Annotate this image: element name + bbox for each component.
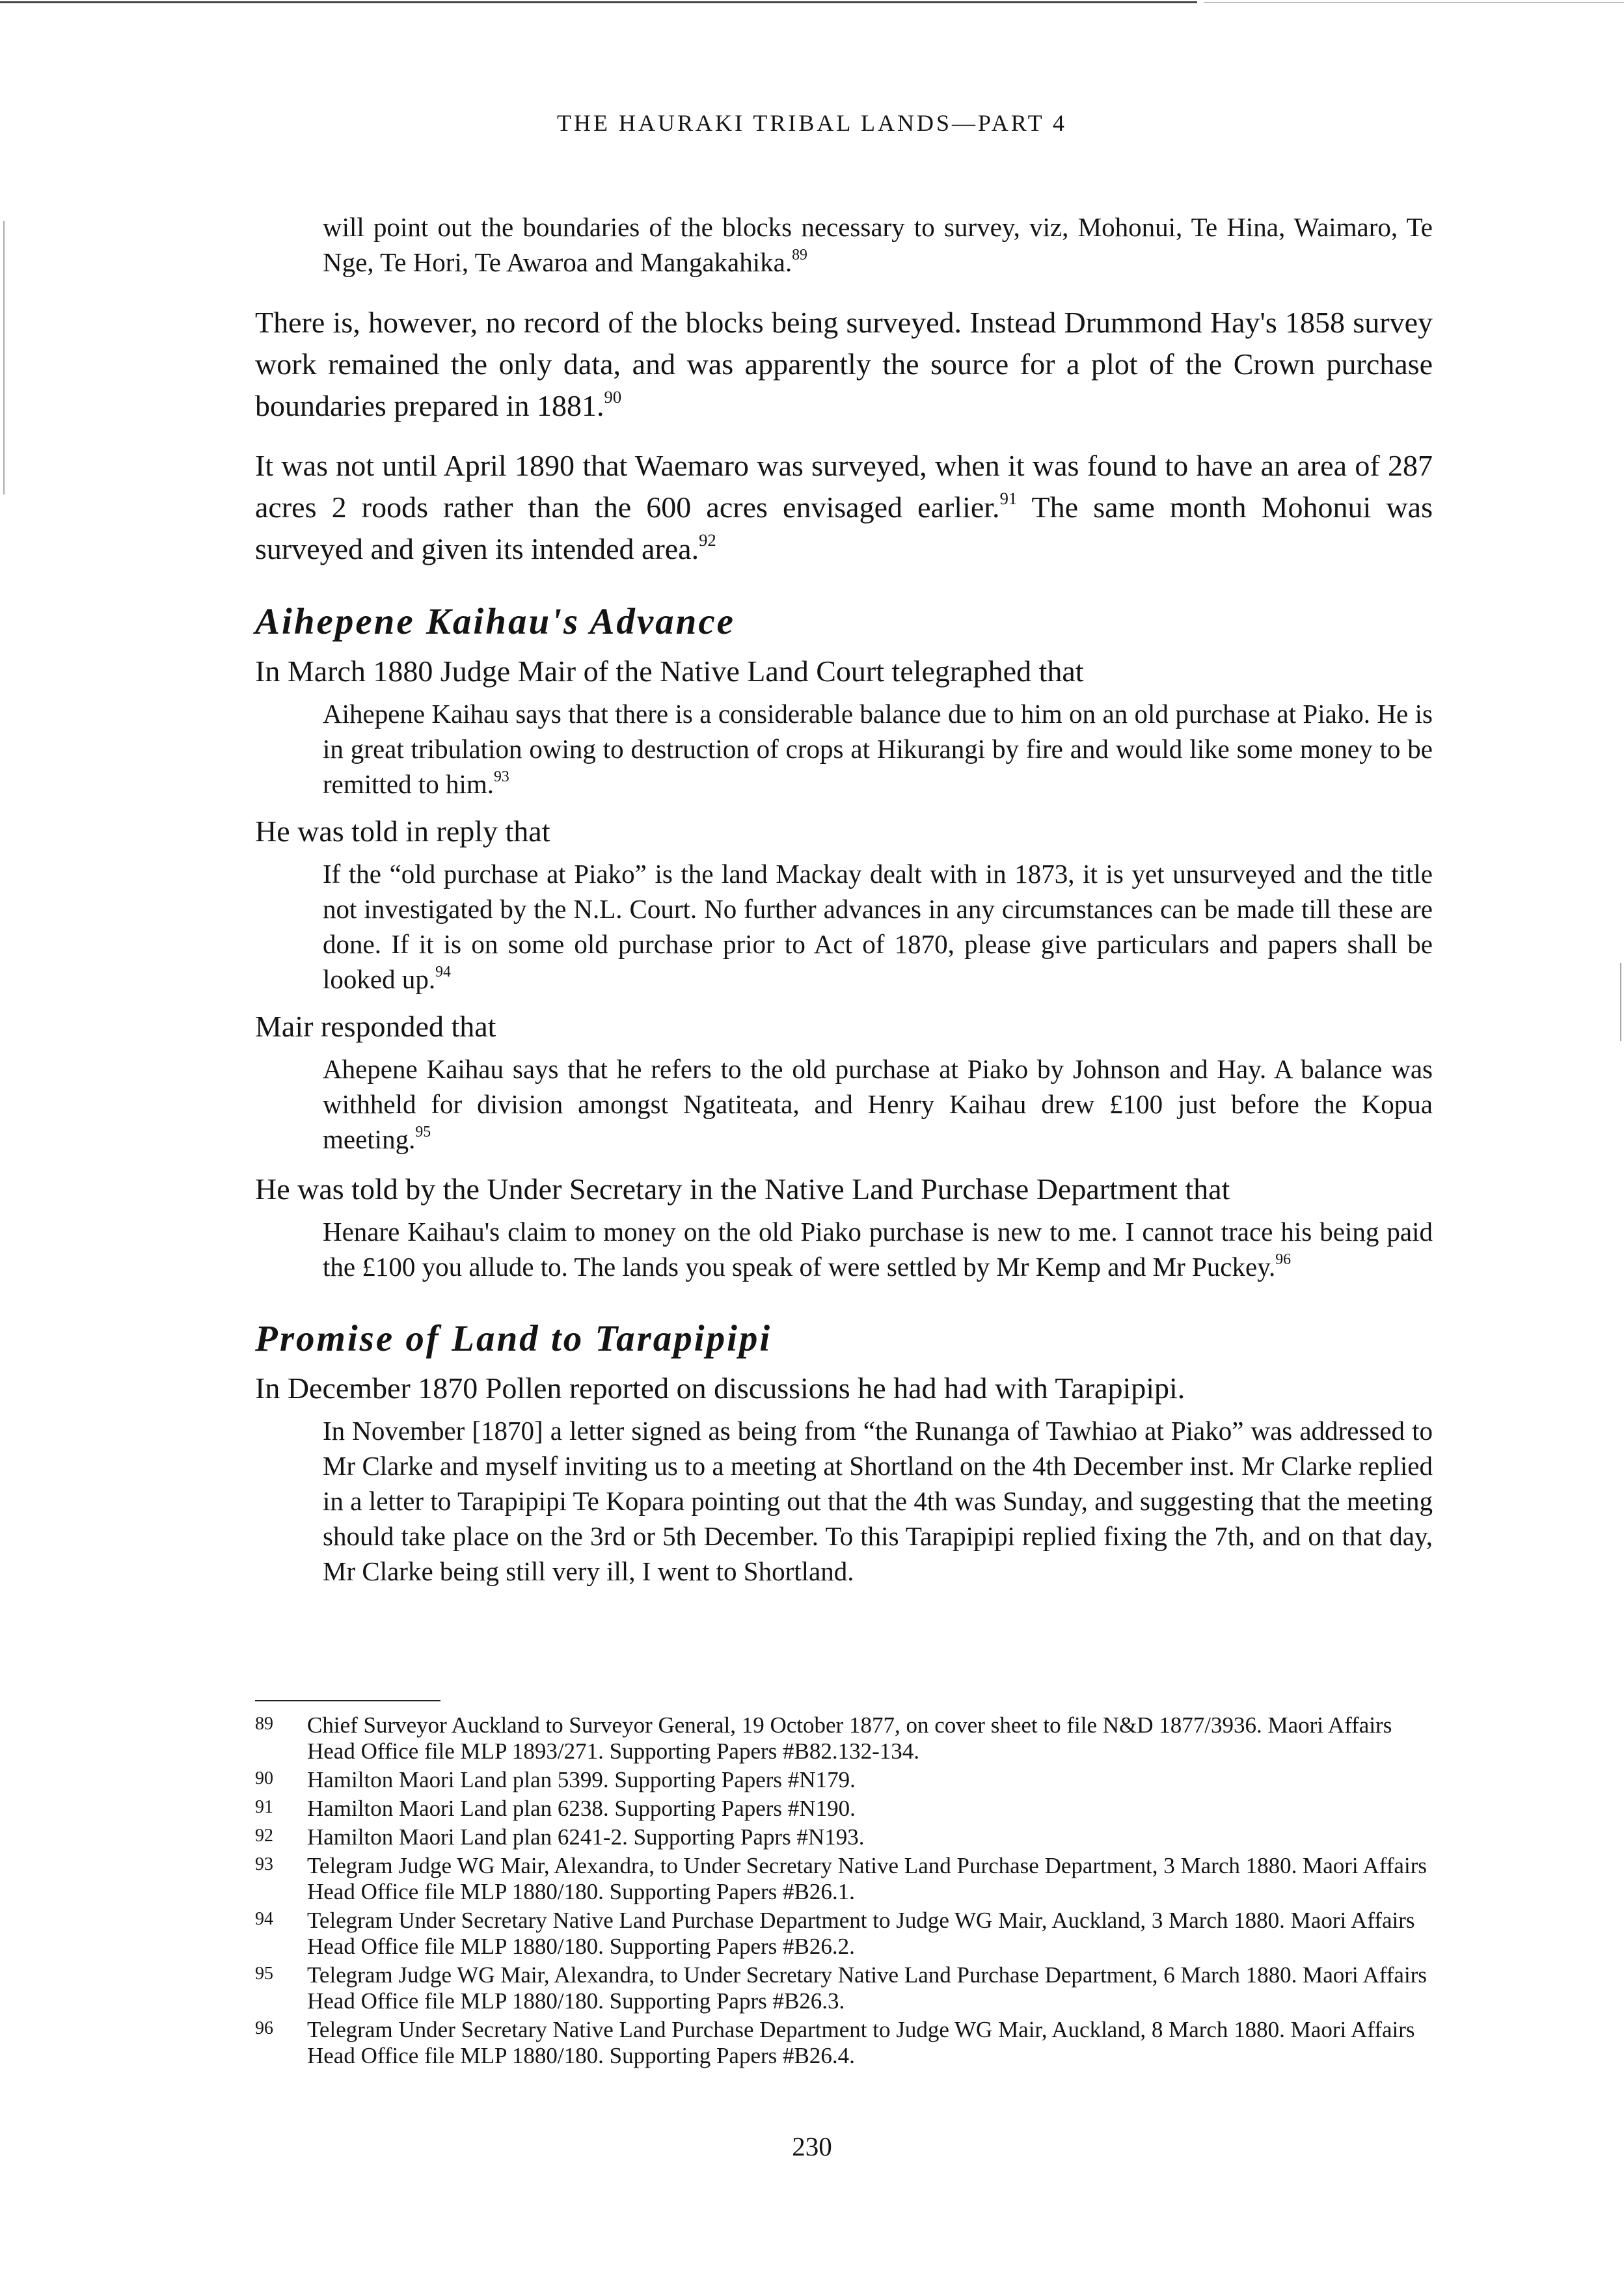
quote-text: Ahepene Kaihau says that he refers to the old purchase at Piako by Johnson and Hay. A balance was withheld for division amongst Ngatiteata, and Henry Kaihau drew £100 just before the Kopua meeting. [323, 1054, 1433, 1154]
footnote-number: 94 [255, 1909, 273, 1929]
footnote-item [255, 1962, 1433, 2014]
paragraph-text: The same month Mohonui was surveyed and given its intended area. [255, 491, 1433, 565]
footnote-text: Telegram Judge WG Mair, Alexandra, to Under Secretary Native Land Purchase Department, 6 March 1880. Maori Affairs Head Office file MLP 1880/180. Supporting Paprs #B26.3. [307, 1962, 1427, 2014]
quote-text: Henare Kaihau's claim to money on the old Piako purchase is new to me. I cannot trace his being paid the £100 you allude to. The lands you speak of were settled by Mr Kemp and Mr Puckey. [323, 1217, 1433, 1282]
quote-text: will point out the boundaries of the blocks necessary to survey, viz, Mohonui, Te Hina, Waimaro, Te Nge, Te Hori, Te Awaroa and Mangakahika. [323, 212, 1433, 277]
paragraph-text: There is, however, no record of the blocks being surveyed. Instead Drummond Hay's 1858 survey work remained the only data, and was apparently the source for a plot of the Crown purchase boundaries prepared in 1881. [255, 306, 1433, 422]
footnote-text: Telegram Under Secretary Native Land Purchase Department to Judge WG Mair, Auckland, 8 March 1880. Maori Affairs Head Office file MLP 1880/180. Supporting Papers #B26.4. [307, 2017, 1415, 2068]
quote-text: If the “old purchase at Piako” is the land Mackay dealt with in 1873, it is yet unsurveyed and the title not investigated by the N.L. Court. No further advances in any circumstances can be made till these are done. If it is on some old purchase prior to Act of 1870, please give particulars and papers shall be looked up. [323, 859, 1433, 994]
scan-edge-mark [3, 221, 5, 494]
block-quote-under-secretary [323, 1214, 1433, 1284]
intro-line: He was told by the Under Secretary in the Native Land Purchase Department that [255, 1172, 1230, 1206]
block-quote-reply [323, 856, 1433, 997]
footnote-ref[interactable]: 92 [699, 530, 716, 550]
footnote-text: Telegram Under Secretary Native Land Purchase Department to Judge WG Mair, Auckland, 3 March 1880. Maori Affairs Head Office file MLP 1880/180. Supporting Papers #B26.2. [307, 1908, 1415, 1959]
footnote-number: 89 [255, 1714, 273, 1734]
footnote-ref[interactable]: 94 [435, 963, 451, 980]
footnote-ref[interactable]: 96 [1275, 1250, 1292, 1268]
footnote-item [255, 1908, 1433, 1960]
footnote-item [255, 1767, 1433, 1793]
footnote-ref[interactable]: 93 [494, 768, 509, 785]
footnote-text: Hamilton Maori Land plan 5399. Supporting Papers #N179. [307, 1767, 856, 1792]
section-heading-promise: Promise of Land to Tarapipipi [255, 1318, 772, 1359]
footnote-text: Telegram Judge WG Mair, Alexandra, to Under Secretary Native Land Purchase Department, 3 March 1880. Maori Affairs Head Office file MLP 1880/180. Supporting Papers #B26.1. [307, 1853, 1427, 1904]
top-rule-faint [1204, 2, 1624, 3]
paragraph-no-survey-record [255, 302, 1433, 427]
top-rule [0, 1, 1197, 3]
footnote-item [255, 1712, 1433, 1764]
intro-line: Mair responded that [255, 1010, 496, 1043]
block-quote-pollen: In November [1870] a letter signed as being from “the Runanga of Tawhiao at Piako” was addressed to Mr Clarke and myself inviting us to a meeting at Shortland on the 4th December inst. Mr Clarke replied in a letter to Tarapipipi Te Kopara pointing out that the 4th was Sunday, and suggesting that the meeting should take place on the 3rd or 5th December. To this Tarapipipi replied fixing the 7th, and on that day, Mr Clarke being still very ill, I went to Shortland. [323, 1416, 1433, 1586]
footnotes [255, 1712, 1433, 2072]
footnote-ref[interactable]: 89 [792, 246, 807, 263]
block-quote-mair [323, 1051, 1433, 1157]
footnote-number: 91 [255, 1797, 273, 1817]
footnote-number: 96 [255, 2018, 273, 2038]
footnote-text: Hamilton Maori Land plan 6238. Supporting Papers #N190. [307, 1796, 856, 1821]
footnote-number: 95 [255, 1964, 273, 1984]
footnote-item [255, 1796, 1433, 1822]
footnote-text: Hamilton Maori Land plan 6241-2. Supporting Paprs #N193. [307, 1824, 865, 1850]
quote-text: Aihepene Kaihau says that there is a considerable balance due to him on an old purchase at Piako. He is in great tribulation owing to destruction of crops at Hikurangi by fire and would like some money to be remitted to him. [323, 699, 1433, 799]
paragraph-waemaro-survey [255, 445, 1433, 570]
main-text [255, 209, 1433, 1589]
footnote-number: 93 [255, 1854, 273, 1874]
footnote-item [255, 2017, 1433, 2069]
footnote-number: 92 [255, 1826, 273, 1846]
intro-line: In December 1870 Pollen reported on discussions he had had with Tarapipipi. [255, 1371, 1185, 1405]
intro-line: He was told in reply that [255, 815, 550, 848]
footnote-text: Chief Surveyor Auckland to Surveyor General, 19 October 1877, on cover sheet to file N&D 1877/3936. Maori Affairs Head Office file MLP 1893/271. Supporting Papers #B82.132-134. [307, 1712, 1392, 1764]
footnote-ref[interactable]: 90 [604, 386, 622, 407]
footnote-number: 90 [255, 1768, 273, 1789]
footnote-item [255, 1824, 1433, 1850]
footnote-ref[interactable]: 95 [415, 1123, 431, 1141]
footnote-rule [255, 1700, 440, 1701]
running-head: THE HAURAKI TRIBAL LANDS—PART 4 [557, 110, 1067, 136]
section-heading-advance: Aihepene Kaihau's Advance [255, 601, 735, 642]
paragraph-text: It was not until April 1890 that Waemaro was surveyed, when it was found to have an area of 287 acres 2 roods rather than the 600 acres envisaged earlier. [255, 449, 1433, 524]
page-number: 230 [792, 2131, 832, 2161]
block-quote-survey [323, 209, 1433, 280]
intro-line: In March 1880 Judge Mair of the Native Land Court telegraphed that [255, 655, 1084, 688]
footnote-ref[interactable]: 91 [999, 488, 1018, 508]
block-quote-telegram [323, 696, 1433, 802]
scan-edge-mark [1620, 963, 1621, 1041]
footnote-item [255, 1853, 1433, 1905]
